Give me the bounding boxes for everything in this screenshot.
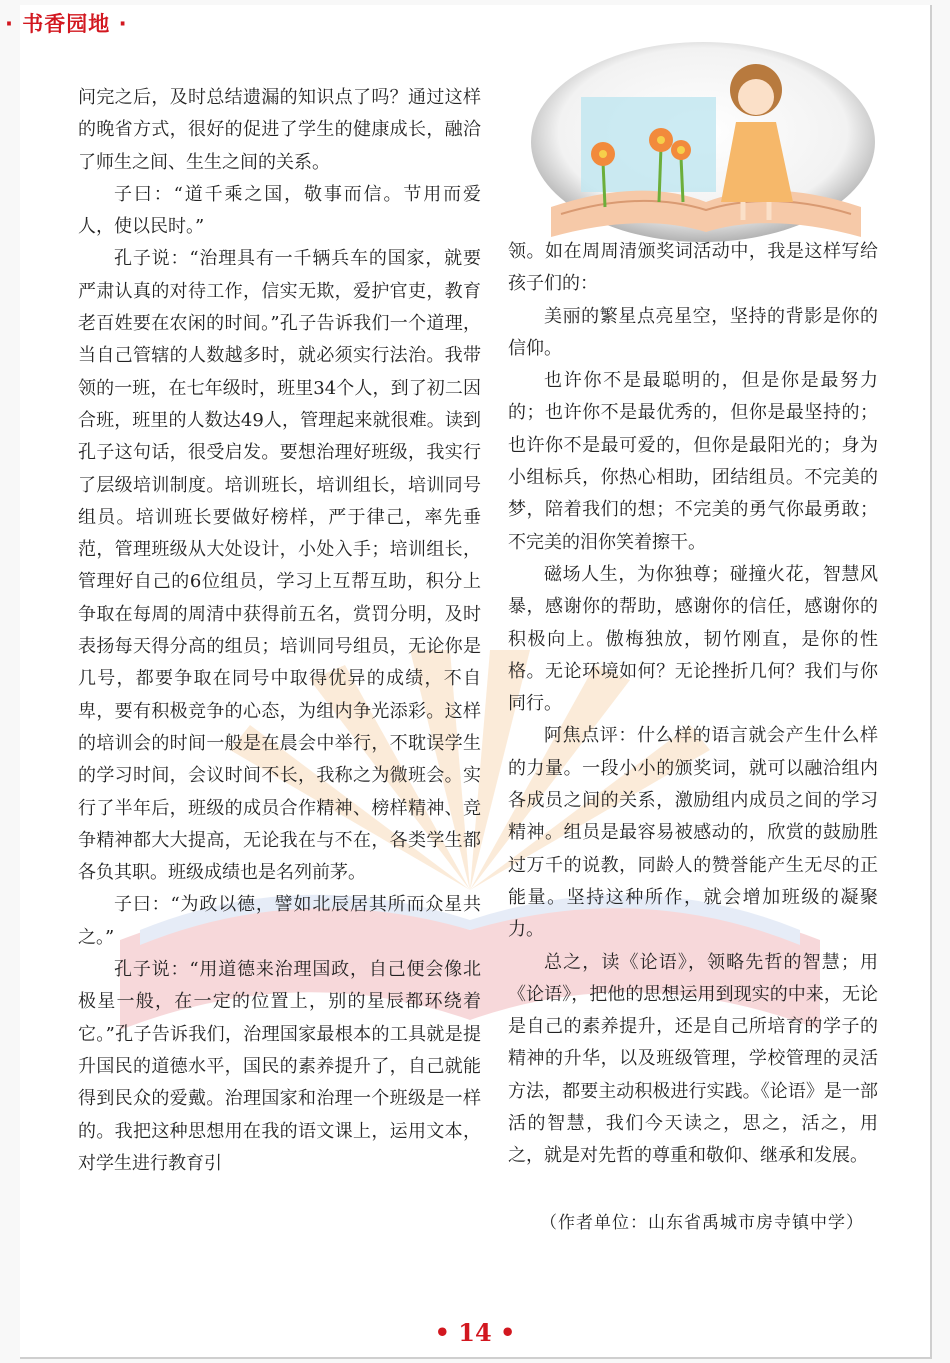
page-number: • 14 •	[434, 1318, 516, 1347]
section-title: · 书香园地 ·	[5, 12, 128, 36]
paragraph: 孔子说：“用道德来治理国政，自己便会像北极星一般，在一定的位置上，别的星辰都环绕着它。”孔子告诉我们，治理国家最根本的工具就是提升国民的道德水平，国民的素养提升了，自己就能得到民众的爱戴。治理国家和治理一个班级是一样的。我把这种思想用在我的语文课上，运用文本，对学生进行教育引	[78, 959, 481, 1174]
author-affiliation: （作者单位：山东省禹城市房寺镇中学）	[540, 1213, 864, 1233]
right-text-column	[508, 236, 878, 1173]
paragraph: 孔子说：“治理具有一千辆兵车的国家，就要严肃认真的对待工作，信实无欺，爱护官吏，教育老百姓要在农闲的时间。”孔子告诉我们一个道理，当自己管辖的人数越多时，就必须实行法治。我带领的一班，在七年级时，班里34个人，到了初二因合班，班里的人数达49人，管理起来就很难。读到孔子这句话，很受启发。要想治理好班级，我实行了层级培训制度。培训班长，培训组长，培训同号组员。培训班长要做好榜样，严于律己，率先垂范，管理班级从大处设计，小处入手；培训组长，管理好自己的6位组员，学习上互帮互助，积分上争取在每周的周清中获得前五名，赏罚分明，及时表扬每天得分高的组员；培训同号组员，无论你是几号，都要争取在同号中取得优异的成绩，不自卑，要有积极竞争的心态，为组内争光添彩。这样的培训会的时间一般是在晨会中举行，不耽误学生的学习时间，会议时间不长，我称之为微班会。实行了半年后，班级的成员合作精神、榜样精神、竞争精神都大大提高，无论我在与不在，各类学生都各负其职。班级成绩也是名列前茅。	[78, 248, 481, 884]
paragraph: 磁场人生，为你独尊；碰撞火花，智慧风暴，感谢你的帮助，感谢你的信任，感谢你的积极向上。傲梅独放，韧竹刚直，是你的性格。无论环境如何？无论挫折几何？我们与你同行。	[508, 563, 878, 715]
paragraph: 领。如在周周清颁奖词活动中，我是这样写给孩子们的：	[508, 241, 878, 295]
paragraph: 子曰：“为政以德，譬如北辰居其所而众星共之。”	[78, 894, 481, 948]
paragraph: 美丽的繁星点亮星空，坚持的背影是你的信仰。	[508, 305, 878, 359]
paragraph: 总之，读《论语》，领略先哲的智慧；用《论语》，把他的思想运用到现实的中来，无论是自己的素养提升，还是自己所培育的学子的精神的升华，以及班级管理，学校管理的灵活方法，都要主动积极进行实践。《论语》是一部活的智慧，我们今天读之，思之，活之，用之，就是对先哲的尊重和敬仰、继承和发展。	[508, 951, 878, 1167]
paragraph: 阿焦点评：什么样的语言就会产生什么样的力量。一段小小的颁奖词，就可以融洽组内各成员之间的关系，激励组内成员之间的学习精神。组员是最容易被感动的，欣赏的鼓励胜过万千的说教，同龄人的赞誉能产生无尽的正能量。坚持这种所作，就会增加班级的凝聚力。	[508, 725, 878, 941]
paragraph: 也许你不是最聪明的，但是你是最努力的；也许你不是最优秀的，但你是最坚持的；也许你不是最可爱的，但你是最阳光的；身为小组标兵，你热心相助，团结组员。不完美的梦，陪着我们的想；不完美的勇气你最勇敢；不完美的泪你笑着擦干。	[508, 370, 878, 553]
girl-flowers-illustration	[531, 42, 876, 242]
paragraph: 问完之后，及时总结遗漏的知识点了吗？通过这样的晚省方式，很好的促进了学生的健康成长，融洽了师生之间、生生之间的关系。	[78, 87, 481, 173]
left-text-column	[78, 82, 481, 1180]
paragraph: 子曰：“道千乘之国，敬事而信。节用而爱人，使以民时。”	[78, 183, 481, 238]
